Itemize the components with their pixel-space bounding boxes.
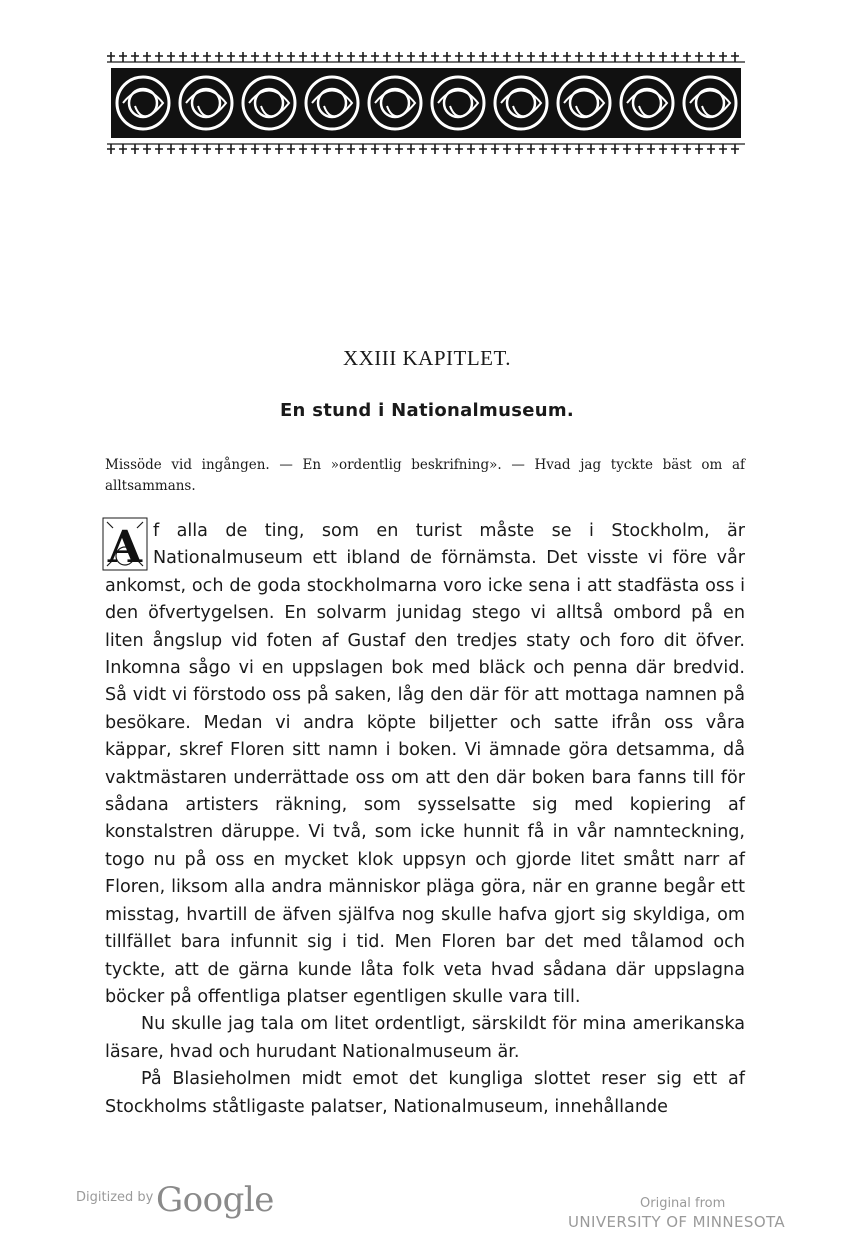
body-text xyxy=(105,518,745,1121)
chapter-title: XXIII KAPITLET. xyxy=(342,346,512,370)
paragraph-2: Nu skulle jag tala om litet ordentligt, särskildt för mina amerikanska läsare, hvad och hurudant Nationalmuseum är. xyxy=(105,1014,745,1062)
chapter-summary: Missöde vid ingången. — En »ordentlig beskrifning». — Hvad jag tyckte bäst om af alltsammans. xyxy=(105,457,745,494)
digitized-by-label: Digitized by xyxy=(76,1190,154,1205)
university-label: UNIVERSITY OF MINNESOTA xyxy=(568,1213,786,1231)
drop-cap-letter: A xyxy=(107,522,143,572)
chapter-subtitle: En stund i Nationalmuseum. xyxy=(279,400,575,421)
paragraph-1-text: f alla de ting, som en turist måste se i Stockholm, är Nationalmuseum ett ibland de förnämsta. Det visste vi före vår ankomst, och de goda stockholmarna voro icke sena i att stadfästa oss i den öfvertygelsen. En solvarm junidag stego vi alltså ombord på en liten ångslup vid foten af Gustaf den tredjes staty och foro dit öfver. Inkomna sågo vi en uppslagen bok med bläck och penna där bredvid. Så vidt vi förstodo oss på saken, låg den där för att mottaga namnen på besökare. Medan vi andra köpte biljetter och satte ifrån oss våra käppar, skref Floren sitt namn i boken. Vi ämnade göra detsamma, då vaktmästaren underrättade oss om att den där boken bara fanns till för sådana artisters räkning, som sysselsatte sig med kopiering af konstalstren däruppe. Vi två, som icke hunnit få in vår namnteckning, togo nu på oss en mycket klok uppsyn och gjorde litet smått narr af Floren, liksom alla andra människor pläga göra, när en granne begår ett misstag, hvartill de äfven själfva nog skulle hafva gjort sig skyldiga, om tillfället bara infunnit sig i tid. Men Floren bar det med tålamod och tyckte, att de gärna kunde låta folk veta hvad sådana där uppslagna böcker på offentliga platser egentligen skulle vara till. xyxy=(105,521,745,1007)
drop-cap-ornament xyxy=(101,516,149,572)
paragraph-3: På Blasieholmen midt emot det kungliga slottet reser sig ett af Stockholms ståtligaste palatser, Nationalmuseum, innehållande xyxy=(105,1069,745,1117)
paragraph-1 xyxy=(105,518,745,1011)
header-ornament xyxy=(103,48,749,158)
google-logo: Google xyxy=(156,1180,274,1220)
original-from-label: Original from xyxy=(640,1196,726,1211)
